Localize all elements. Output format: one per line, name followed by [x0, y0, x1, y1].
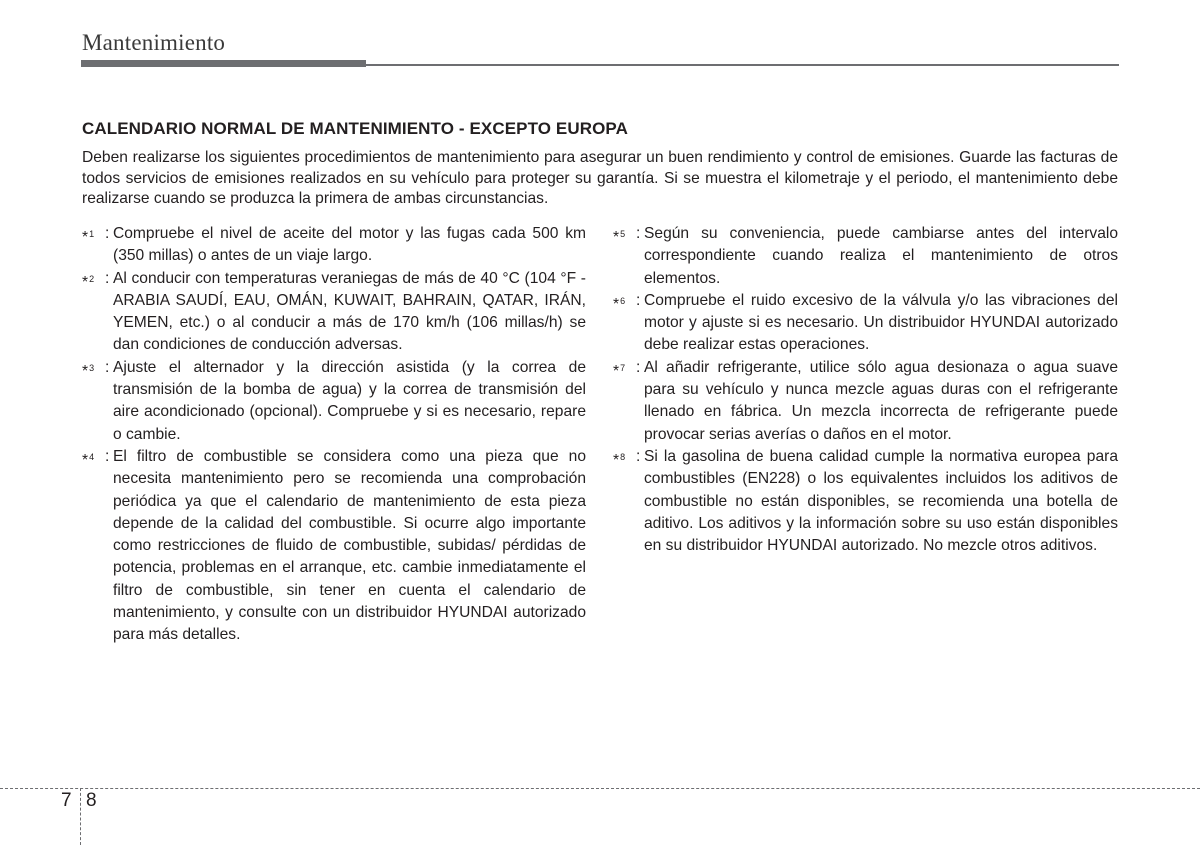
footer-rule	[0, 788, 1200, 789]
intro-paragraph: Deben realizarse los siguientes procedimientos de mantenimiento para asegurar un buen rendimiento y control de emisiones. Guarde las facturas de todos servicios de emisiones realizados en su vehículo para proteger su garantía. Si se muestra el kilometraje y el periodo, el mantenimiento debe realizarse cuando se produzca la primera de ambas circunstancias.	[82, 149, 1118, 207]
footnote-text: Compruebe el nivel de aceite del motor y las fugas cada 500 km (350 millas) o antes de un viaje largo.	[113, 225, 586, 265]
footnote-text: Ajuste el alternador y la dirección asistida (y la correa de transmisión de la bomba de agua) y la correa de transmisión del aire acondicionado (opcional). Compruebe y si es necesario, repare o cambie.	[113, 358, 586, 443]
notes-left-column	[82, 223, 586, 647]
footnote-8	[613, 446, 1118, 557]
footnote-text: Al añadir refrigerante, utilice sólo agua desionaza o agua suave para su vehículo y nunca mezcle aguas duras con el refrigerante llenado en fábrica. Un mezcla incorrecta de refrigerante puede provocar serias averías o daños en el motor.	[644, 358, 1118, 443]
footnote-marker: *$^7$ :	[613, 358, 641, 380]
header-bar	[81, 60, 366, 67]
section-heading: CALENDARIO NORMAL DE MANTENIMIENTO - EXCEPTO EUROPA	[82, 119, 628, 138]
footnote-2	[82, 268, 586, 357]
footnote-7	[613, 357, 1118, 446]
footnote-marker: *$^2$ :	[82, 269, 110, 291]
header-rule	[366, 64, 1119, 66]
footnote-text: Al conducir con temperaturas veraniegas de más de 40 °C (104 °F - ARABIA SAUDÍ, EAU, OMÁN, KUWAIT, BAHRAIN, QATAR, IRÁN, YEMEN, etc.) o al conducir a más de 170 km/h (106 millas/h) se dan condiciones de conducción adversas.	[113, 269, 586, 354]
notes-right-column	[613, 223, 1118, 557]
footnote-marker: *$^8$ :	[613, 447, 641, 469]
footnote-marker: *$^5$ :	[613, 225, 641, 246]
footnote-text: Según su conveniencia, puede cambiarse antes del intervalo correspondiente cuando realiza el mantenimiento de otros elementos.	[644, 225, 1118, 287]
footnote-text: El filtro de combustible se considera como una pieza que no necesita mantenimiento pero se recomienda una comprobación periódica ya que el calendario de mantenimiento de esta pieza depende de la calidad del combustible. Si ocurre algo importante como restricciones de fluido de combustible, subidas/ pérdidas de potencia, problemas en el arranque, etc. cambie inmediatamente el filtro de combustible, sin tener en cuenta el calendario de mantenimiento, y consulte con un distribuidor HYUNDAI autorizado para más detalles.	[113, 447, 586, 644]
footnote-5	[613, 223, 1118, 290]
footnote-4	[82, 446, 586, 647]
page-header-title: Mantenimiento	[82, 30, 226, 55]
footnote-marker: *$^4$ :	[82, 447, 110, 469]
footnote-marker: *$^1$ :	[82, 225, 110, 246]
chapter-number: 7	[61, 790, 72, 811]
page-number: 8	[86, 790, 97, 811]
footnote-3	[82, 357, 586, 446]
footnote-text: Si la gasolina de buena calidad cumple la normativa europea para combustibles (EN228) o los equivalentes incluidos los aditivos de combustible no están disponibles, se recomienda una botella de aditivo. Los aditivos y la información sobre su uso están disponibles en su distribuidor HYUNDAI autorizado. No mezcle otros aditivos.	[644, 447, 1118, 555]
footer-divider	[80, 788, 81, 845]
footnote-text: Compruebe el ruido excesivo de la válvula y/o las vibraciones del motor y ajuste si es necesario. Un distribuidor HYUNDAI autorizado debe realizar estas operaciones.	[644, 291, 1118, 354]
footnote-marker: *$^6$ :	[613, 291, 641, 313]
footnote-1	[82, 223, 586, 268]
footnote-marker: *$^3$ :	[82, 358, 110, 380]
footnote-6	[613, 290, 1118, 357]
